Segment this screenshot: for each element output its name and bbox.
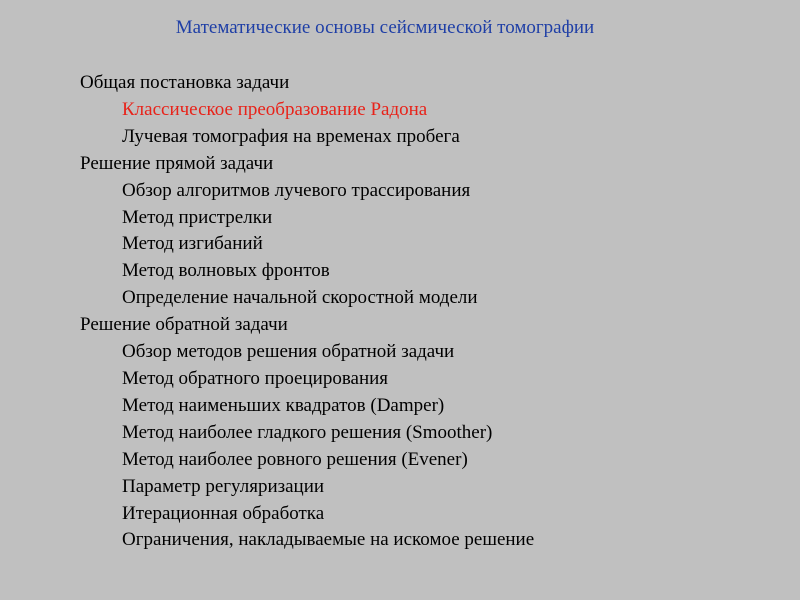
toc-item: Лучевая томография на временах пробега [122,125,460,147]
toc-item: Метод изгибаний [122,233,263,255]
toc-item: Итерационная обработка [122,502,325,524]
slide-title: Математические основы сейсмической томографии [175,17,595,38]
toc-item: Определение начальной скоростной модели [122,287,478,309]
toc-item: Обзор методов решения обратной задачи [122,341,455,363]
toc-item: Классическое преобразование Радона [122,98,428,120]
toc-item: Решение прямой задачи [80,152,274,174]
toc-item: Метод пристрелки [122,206,273,228]
toc-item: Обзор алгоритмов лучевого трассирования [122,179,471,201]
toc-item: Решение обратной задачи [80,314,288,336]
toc-item: Метод волновых фронтов [122,260,330,282]
toc-item: Метод обратного проецирования [122,367,389,389]
toc-item: Общая постановка задачи [80,72,290,93]
toc-item: Метод наиболее гладкого решения (Smoother) [122,421,493,443]
toc-item: Метод наименьших квадратов (Damper) [122,394,445,416]
toc-item: Ограничения, накладываемые на искомое решение [122,529,535,551]
toc-item: Параметр регуляризации [122,475,325,497]
table-of-contents [80,70,534,554]
toc-item: Метод наиболее ровного решения (Evener) [122,448,468,470]
